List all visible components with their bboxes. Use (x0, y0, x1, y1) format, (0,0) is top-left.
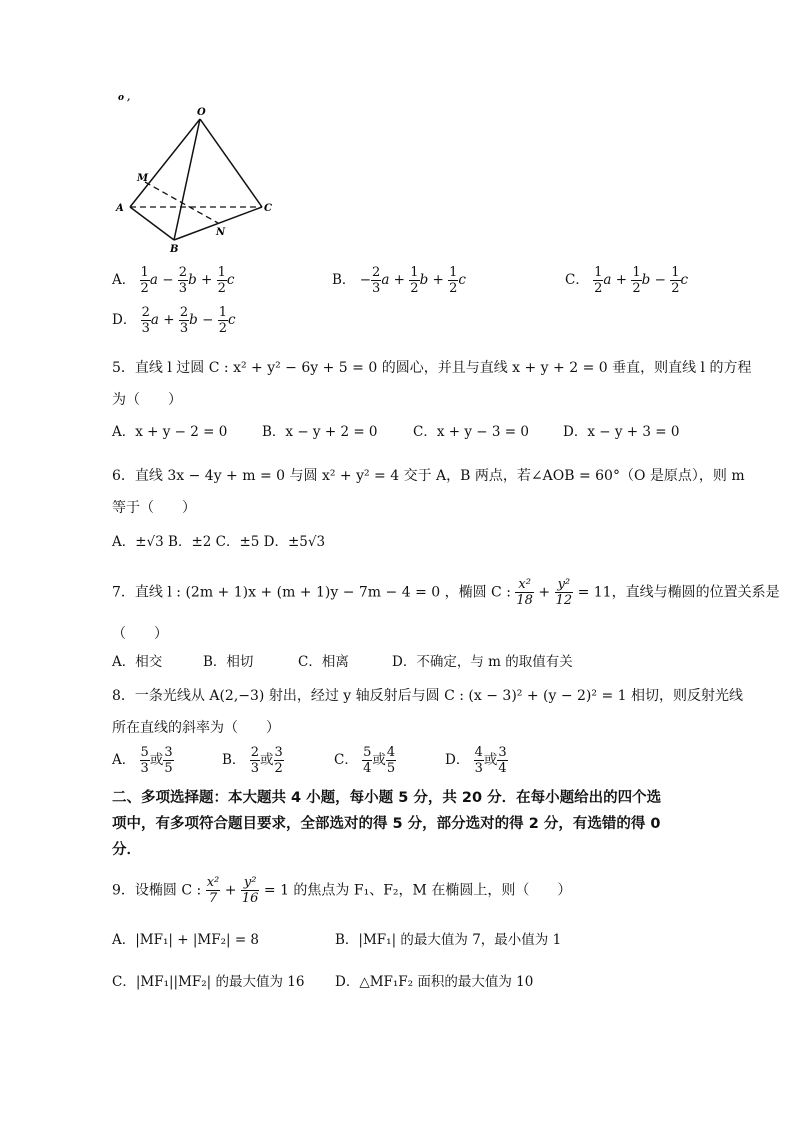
q5-option-d: D．x − y + 3 = 0 (563, 424, 680, 440)
q8-stem-line2: 所在直线的斜率为（ ） (112, 720, 280, 736)
figure-top-mark: o , (118, 93, 131, 103)
q5-stem-line1: 5．直线 l 过圆 C : x² + y² − 6y + 5 = 0 的圆心，并且与直线 x + y + 2 = 0 垂直，则直线 l 的方程 (112, 360, 752, 376)
q4-option-c: C． $\frac{1}{2}$ a + $\frac{1}{2}$ b − $\frac{1}{2}$ c (565, 265, 689, 296)
q9-stem: 9．设椭圆 C : $\frac{\text{x²}}{7}$ + $\frac{\text{y²}}{16}$ = 1 的焦点为 F₁、F₂，M 在椭圆上，则（ ） (112, 875, 572, 906)
q8-option-d: D． $\frac{4}{3}$ 或 $\frac{3}{4}$ (445, 745, 507, 776)
q7-option-b: B．相切 (203, 654, 254, 670)
q8-option-b: B． $\frac{2}{3}$ 或 $\frac{3}{2}$ (222, 745, 283, 776)
q7-option-d: D．不确定，与 m 的取值有关 (392, 654, 573, 670)
q4-option-d: D． $\frac{2}{3}$ a + $\frac{2}{3}$ b − $\frac{1}{2}$ c (112, 305, 236, 336)
q7-stem-line2: （ ） (112, 626, 168, 642)
q8-option-a: A． $\frac{5}{3}$ 或 $\frac{3}{5}$ (112, 745, 173, 776)
label-A: A (116, 203, 124, 214)
q5-option-a: A．x + y − 2 = 0 (112, 424, 228, 440)
label-B: B (170, 244, 179, 255)
section2-heading-line1: 二、多项选择题：本大题共 4 小题，每小题 5 分，共 20 分．在每小题给出的四个选 (112, 790, 662, 806)
q5-stem-line2: 为（ ） (112, 392, 182, 408)
q9-option-d: D．△MF₁F₂ 面积的最大值为 10 (335, 974, 534, 990)
q6-stem-line1: 6．直线 3x − 4y + m = 0 与圆 x² + y² = 4 交于 A，B 两点，若∠AOB = 60°（O 是原点），则 m (112, 468, 745, 484)
q7-option-c: C．相离 (298, 654, 349, 670)
q5-option-b: B．x − y + 2 = 0 (262, 424, 378, 440)
q5-option-c: C．x + y − 3 = 0 (413, 424, 529, 440)
label-C: C (264, 203, 272, 214)
label-M: M (137, 173, 149, 184)
q9-option-c: C．|MF₁||MF₂| 的最大值为 16 (112, 974, 305, 990)
q4-option-a: A． $\frac{1}{2}$ a − $\frac{2}{3}$ b + $\frac{1}{2}$ c (112, 265, 235, 296)
tetrahedron-figure (112, 90, 282, 260)
q8-option-c: C． $\frac{5}{4}$ 或 $\frac{4}{5}$ (334, 745, 396, 776)
label-N: N (216, 227, 226, 238)
q9-option-a: A．|MF₁| + |MF₂| = 8 (112, 932, 260, 948)
q7-stem-line1: 7．直线 l : (2m + 1)x + (m + 1)y − 7m − 4 = 0 ，椭圆 C : $\frac{\text{x²}}{18}$ + $\frac{\text{y²}}{12}$ = 11，直线与椭圆的位置关系是 (112, 577, 780, 608)
label-O: O (197, 107, 206, 118)
section2-heading-line3: 分． (112, 842, 141, 858)
tetrahedron-diagram (112, 90, 282, 260)
section2-heading-line2: 项中，有多项符合题目要求，全部选对的得 5 分，部分选对的得 2 分，有选错的得 0 (112, 816, 661, 832)
q9-option-b: B．|MF₁| 的最大值为 7，最小值为 1 (335, 932, 562, 948)
q6-stem-line2: 等于（ ） (112, 500, 196, 516)
q6-options: A．±√3 B．±2 C．±5 D．±5√3 (112, 534, 326, 550)
q8-stem-line1: 8．一条光线从 A(2,−3) 射出，经过 y 轴反射后与圆 C : (x − 3)² + (y − 2)² = 1 相切，则反射光线 (112, 688, 743, 704)
q7-option-a: A．相交 (112, 654, 163, 670)
q4-option-b: B． − $\frac{2}{3}$ a + $\frac{1}{2}$ b + $\frac{1}{2}$ c (332, 265, 466, 296)
